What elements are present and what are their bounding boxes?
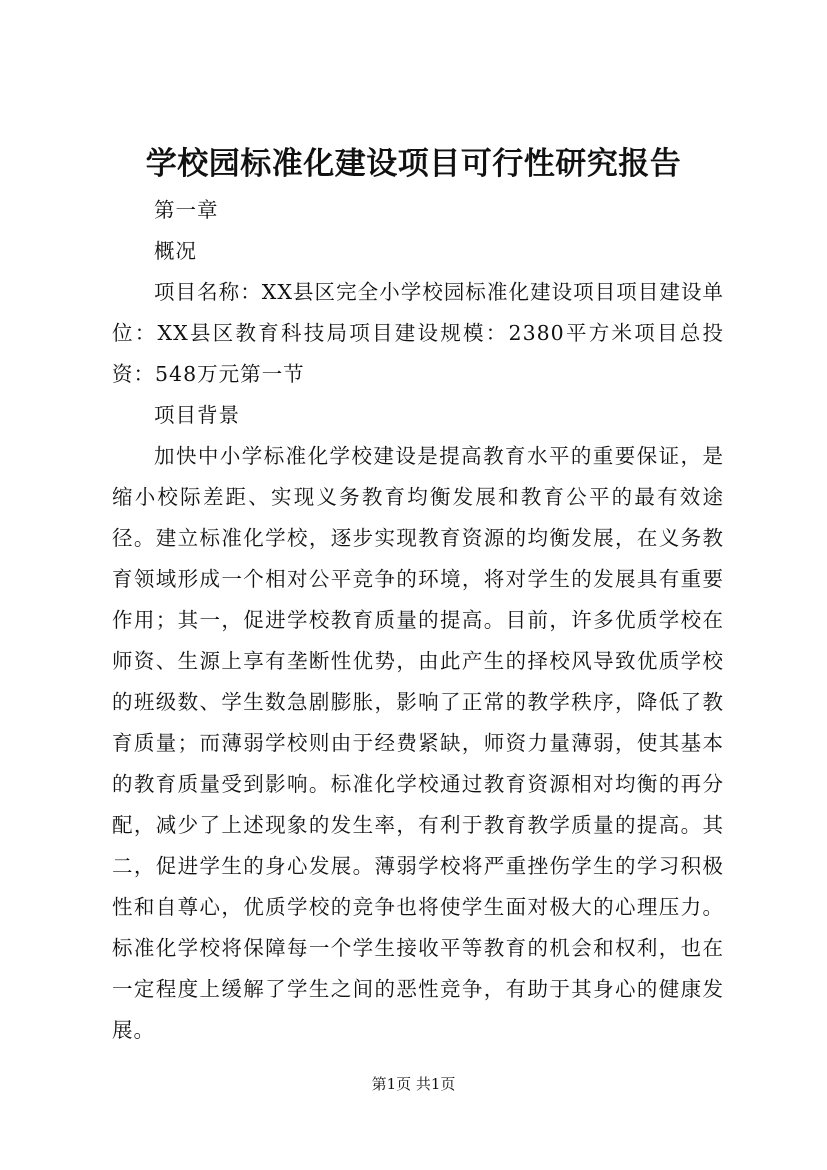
chapter-heading: 第一章 <box>154 198 219 222</box>
project-info-paragraph: 项目名称：XX县区完全小学校园标准化建设项目项目建设单位：XX县区教育科技局项目建设规模：2380平方米项目总投资：548万元第一节 <box>112 280 724 386</box>
document-title: 学校园标准化建设项目可行性研究报告 <box>145 146 682 182</box>
background-paragraph: 加快中小学标准化学校建设是提高教育水平的重要保证，是缩小校际差距、实现义务教育均衡发展和教育公平的最有效途径。建立标准化学校，逐步实现教育资源的均衡发展，在义务教育领域形成一个相对公平竞争的环境，将对学生的发展具有重要作用；其一，促进学校教育质量的提高。目前，许多优质学校在师资、生源上享有垄断性优势，由此产生的择校风导致优质学校的班级数、学生数急剧膨胀，影响了正常的教学秩序，降低了教育质量；而薄弱学校则由于经费紧缺，师资力量薄弱，使其基本的教育质量受到影响。标准化学校通过教育资源相对均衡的再分配，减少了上述现象的发生率，有利于教育教学质量的提高。其二，促进学生的身心发展。薄弱学校将严重挫伤学生的学习积极性和自尊心，优质学校的竞争也将使学生面对极大的心理压力。标准化学校将保障每一个学生接收平等教育的机会和权利，也在一定程度上缓解了学生之间的恶性竞争，有助于其身心的健康发展。 <box>112 444 724 1042</box>
section-heading-overview: 概况 <box>154 239 197 263</box>
page-footer: 第1页 共1页 <box>371 1075 456 1093</box>
document-body <box>112 190 724 1051</box>
section-heading-background: 项目背景 <box>154 403 240 427</box>
